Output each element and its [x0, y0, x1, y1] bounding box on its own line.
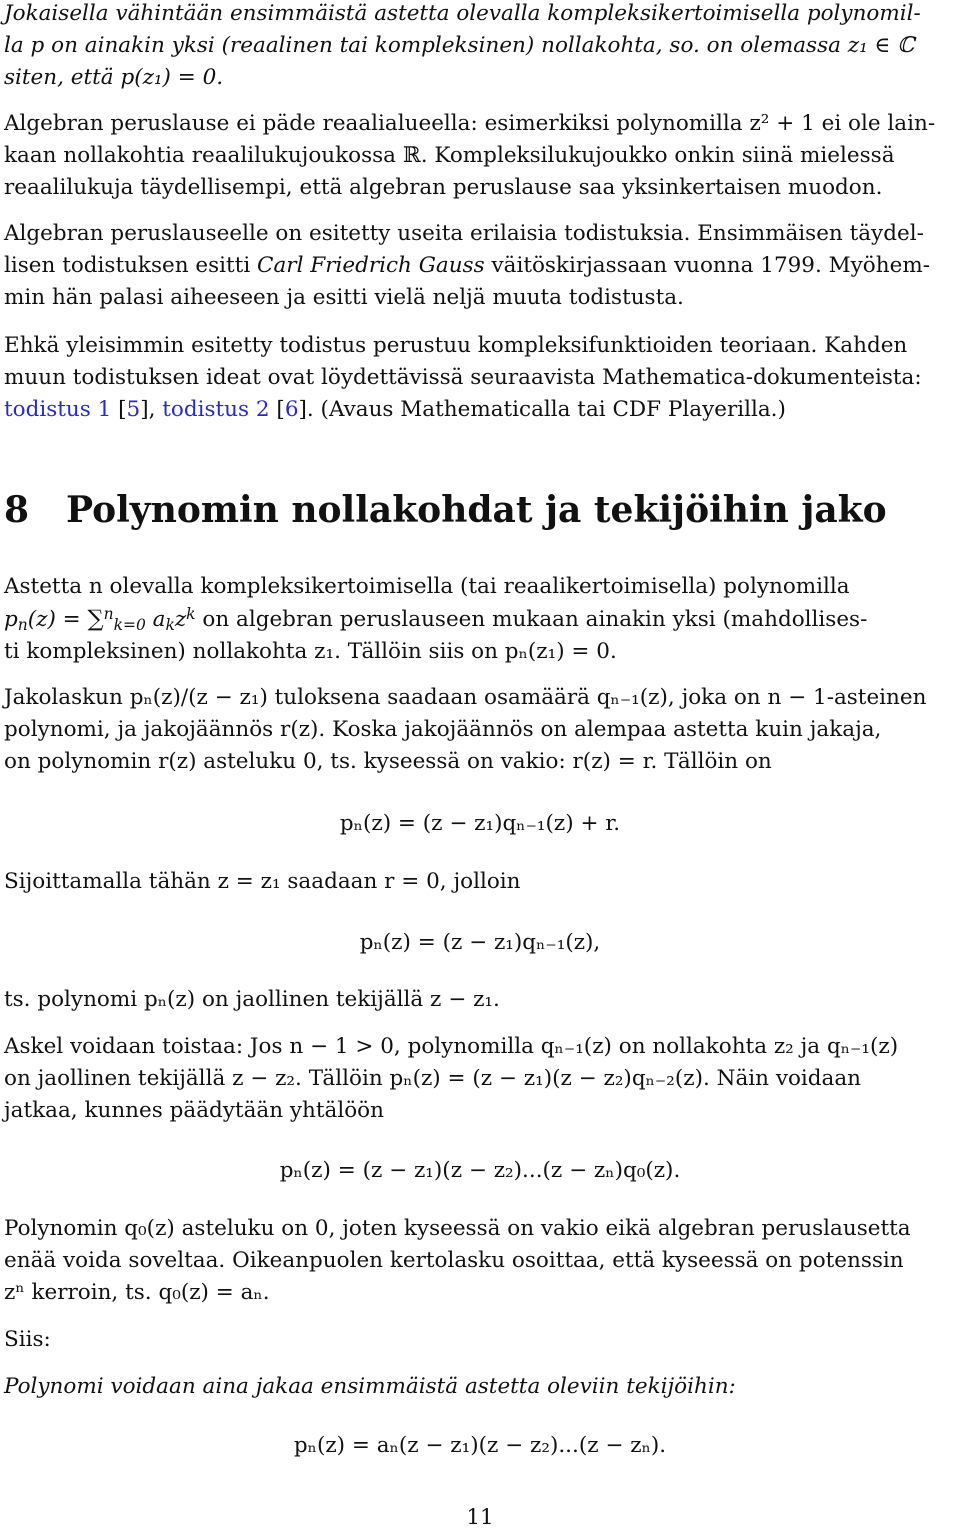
proof-2-link[interactable]: todistus 2 — [162, 397, 270, 422]
proofs-line-2-end: väitöskirjassaan vuonna 1799. Myöhem- — [484, 253, 930, 278]
reals-line-3: reaalilukuja täydellisempi, että algebran peruslause saa yksinkertaisen muodon. — [4, 175, 883, 200]
page-number: 11 — [466, 1505, 494, 1530]
reals-line-1: Algebran peruslause ei päde reaalialueella: esimerkiksi polynomilla z² + 1 ei ole lain- — [4, 111, 936, 136]
section-heading — [4, 486, 887, 534]
proofs-line-2 — [4, 250, 956, 282]
p5-line-2: on jaollinen tekijällä z − z₂. Tällöin pₙ(z) = (z − z₁)(z − z₂)qₙ₋₂(z). Näin voidaan — [4, 1066, 862, 1091]
equation-2: pₙ(z) = (z − z₁)qₙ₋₁(z), — [359, 930, 601, 955]
complex-line-3: todistus 1 [5], todistus 2 [6]. (Avaus Mathematicalla tai CDF Playerilla.) — [4, 397, 786, 422]
p2-line-3: on polynomin r(z) asteluku 0, ts. kyseessä on vakio: r(z) = r. Tällöin on — [4, 749, 772, 774]
p1-line-2: $p_n(z) = \sum^n_{k=0}$ $a_kz^k$ on algebran peruslauseen mukaan ainakin yksi (mahdollises- — [4, 605, 868, 634]
proofs-line-1: Algebran peruslauseelle on esitetty useita erilaisia todistuksia. Ensimmäisen täydel- — [4, 221, 924, 246]
p2-line-2: polynomi, ja jakojäännös r(z). Koska jakojäännös on alempaa astetta kuin jakaja, — [4, 717, 882, 742]
theorem-text — [4, 0, 956, 94]
paragraph-p6 — [4, 1213, 956, 1309]
paragraph-p3: Sijoittamalla tähän z = z₁ saadaan r = 0, jolloin — [4, 869, 521, 894]
paragraph-complex — [4, 330, 956, 426]
p1-line-3: ti kompleksinen) nollakohta z₁. Tällöin siis on pₙ(z₁) = 0. — [4, 639, 617, 664]
theorem-line-2: la p on ainakin yksi (reaalinen tai kompleksinen) nollakohta, so. on olemassa z₁ ∈ ℂ — [4, 33, 915, 58]
ref-5-link[interactable]: 5 — [126, 397, 141, 422]
paragraph-p4: ts. polynomi pₙ(z) on jaollinen tekijällä z − z₁. — [4, 987, 500, 1012]
section-number: 8 — [4, 489, 30, 531]
equation-1: pₙ(z) = (z − z₁)qₙ₋₁(z) + r. — [339, 811, 621, 836]
theorem-line-1: Jokaisella vähintään ensimmäistä astetta olevalla kompleksikertoimisella polynomil- — [4, 1, 921, 26]
ref-6-link[interactable]: 6 — [284, 397, 299, 422]
section-title: Polynomin nollakohdat ja tekijöihin jako — [66, 489, 887, 531]
paragraph-proofs — [4, 218, 956, 314]
p6-line-1: Polynomin q₀(z) asteluku on 0, joten kyseessä on vakio eikä algebran peruslausetta — [4, 1216, 911, 1241]
p5-line-1: Askel voidaan toistaa: Jos n − 1 > 0, polynomilla qₙ₋₁(z) on nollakohta z₂ ja qₙ₋₁(z) — [4, 1034, 899, 1059]
complex-line-3-tail: . (Avaus Mathematicalla tai CDF Playerilla.) — [306, 397, 786, 422]
siis-label: Siis: — [4, 1327, 51, 1352]
complex-line-2: muun todistuksen ideat ovat löydettävissä seuraavista Mathematica-dokumenteista: — [4, 365, 922, 390]
p1-line-1: Astetta n olevalla kompleksikertoimisella (tai reaalikertoimisella) polynomilla — [4, 574, 850, 599]
conclusion-statement: Polynomi voidaan aina jakaa ensimmäistä astetta oleviin tekijöihin: — [4, 1374, 736, 1399]
proofs-line-2-start: lisen todistuksen esitti — [4, 253, 258, 278]
equation-3: pₙ(z) = (z − z₁)(z − z₂)...(z − zₙ)q₀(z). — [279, 1158, 681, 1183]
paragraph-p2 — [4, 682, 956, 778]
paragraph-reals — [4, 108, 956, 204]
p6-line-3: zⁿ kerroin, ts. q₀(z) = aₙ. — [4, 1280, 270, 1305]
sum-symbol: ∑ — [87, 606, 104, 632]
proof-1-link[interactable]: todistus 1 — [4, 397, 112, 422]
paragraph-p1 — [4, 571, 956, 668]
gauss-name: Carl Friedrich Gauss — [257, 253, 485, 278]
complex-line-1: Ehkä yleisimmin esitetty todistus perustuu kompleksifunktioiden teoriaan. Kahden — [4, 333, 908, 358]
p6-line-2: enää voida soveltaa. Oikeanpuolen kertolasku osoittaa, että kyseessä on potenssin — [4, 1248, 904, 1273]
proofs-line-3: min hän palasi aiheeseen ja esitti vielä neljä muuta todistusta. — [4, 285, 684, 310]
pn-of-z: $p_n(z)$ — [4, 607, 56, 634]
p5-line-3: jatkaa, kunnes päädytään yhtälöön — [4, 1098, 384, 1123]
paragraph-p5 — [4, 1031, 956, 1127]
reals-line-2: kaan nollakohtia reaalilukujoukossa ℝ. Kompleksilukujoukko onkin siinä mielessä — [4, 143, 895, 168]
p2-line-1: Jakolaskun pₙ(z)/(z − z₁) tuloksena saadaan osamäärä qₙ₋₁(z), joka on n − 1-asteinen — [4, 685, 927, 710]
theorem-line-3: siten, että p(z₁) = 0. — [4, 65, 224, 90]
equation-4: pₙ(z) = aₙ(z − z₁)(z − z₂)...(z − zₙ). — [293, 1433, 667, 1458]
p1-line-2-tail: on algebran peruslauseen mukaan ainakin yksi (mahdollises- — [195, 607, 868, 632]
